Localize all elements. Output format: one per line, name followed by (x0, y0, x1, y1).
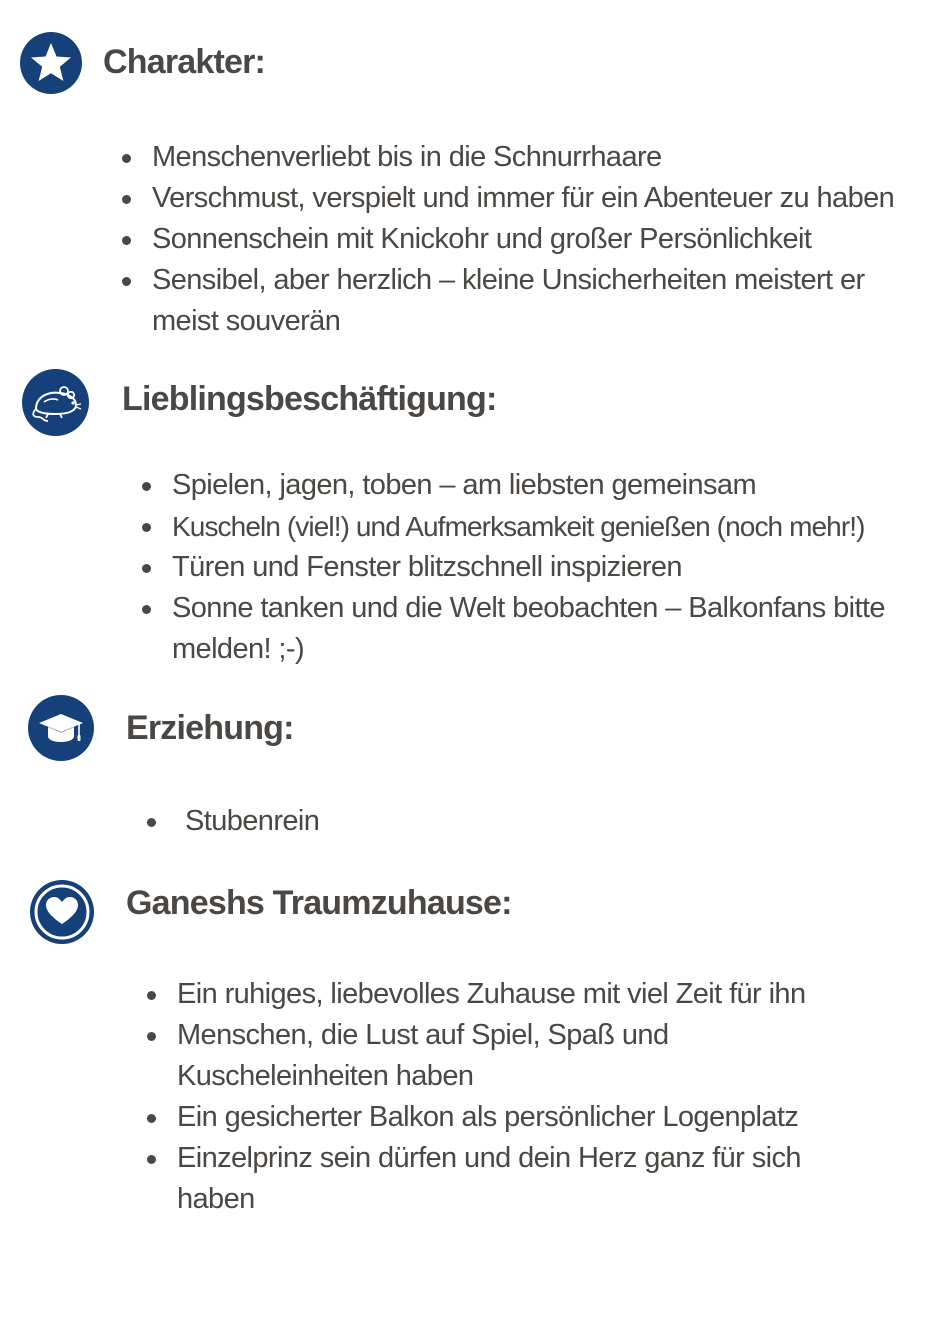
list-item: Ein gesicherter Balkon als persönlicher Logenplatz (147, 1097, 847, 1138)
section-title: Charakter: (103, 43, 266, 81)
item-list (122, 137, 932, 342)
list-item: Sonne tanken und die Welt beobachten – Balkonfans bitte melden! ;-) (142, 588, 932, 670)
star-icon (20, 32, 82, 94)
list-item: Menschenverliebt bis in die Schnurrhaare (122, 137, 932, 178)
list-item: Sonnenschein mit Knickohr und großer Persönlichkeit (122, 219, 932, 260)
list-item: Stubenrein (147, 801, 847, 842)
section-title: Ganeshs Traumzuhause: (126, 884, 512, 922)
mouse-toy-icon (22, 369, 89, 436)
item-list (142, 465, 932, 670)
section-title: Erziehung: (126, 709, 294, 747)
heart-icon (30, 880, 94, 944)
graduation-cap-icon (28, 695, 94, 761)
item-list (147, 801, 847, 842)
list-item: Spielen, jagen, toben – am liebsten gemeinsam (142, 465, 932, 506)
list-item: Menschen, die Lust auf Spiel, Spaß und Kuscheleinheiten haben (147, 1015, 717, 1097)
list-item: Kuscheln (viel!) und Aufmerksamkeit genießen (noch mehr!) (142, 506, 932, 547)
list-item: Sensibel, aber herzlich – kleine Unsicherheiten meistert er meist souverän (122, 260, 882, 342)
item-list (147, 974, 847, 1220)
list-item: Ein ruhiges, liebevolles Zuhause mit viel Zeit für ihn (147, 974, 847, 1015)
section-title: Lieblingsbeschäftigung: (122, 380, 497, 418)
list-item: Türen und Fenster blitzschnell inspizieren (142, 547, 932, 588)
list-item: Verschmust, verspielt und immer für ein Abenteuer zu haben (122, 178, 932, 219)
list-item: Einzelprinz sein dürfen und dein Herz ganz für sich haben (147, 1138, 837, 1220)
